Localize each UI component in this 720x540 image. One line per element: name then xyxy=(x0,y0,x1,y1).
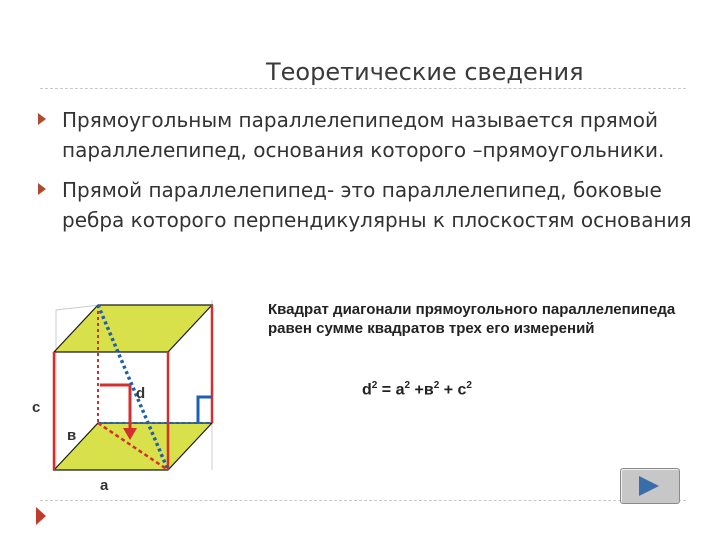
slide-corner-arrow-icon xyxy=(36,507,46,525)
label-d: d xyxy=(136,385,146,402)
diagonal-formula xyxy=(362,380,472,399)
formula-exp: 2 xyxy=(404,380,411,391)
formula-exp: 2 xyxy=(433,380,440,391)
next-slide-button[interactable] xyxy=(620,468,680,504)
formula-plus: + xyxy=(410,381,424,399)
top-face xyxy=(54,305,212,352)
theorem-note: Квадрат диагонали прямоугольного параллелепипеда равен сумме квадратов трех его измерений xyxy=(268,301,676,337)
right-angle-mark xyxy=(198,397,212,423)
slide-title: Теоретические сведения xyxy=(266,58,584,86)
footer-divider xyxy=(40,500,686,501)
formula-equals: = xyxy=(377,381,396,399)
play-icon xyxy=(639,476,659,496)
bullet-text: Прямой параллелепипед- это параллелепипед, боковые ребра которого перпендикулярны к плоскостям основания xyxy=(62,178,692,232)
formula-d: d xyxy=(362,381,372,399)
formula-c: c xyxy=(457,381,467,399)
label-a: a xyxy=(100,477,109,494)
label-b: в xyxy=(67,427,77,444)
formula-plus: + xyxy=(439,381,458,399)
formula-exp: 2 xyxy=(371,380,378,391)
formula-b: в xyxy=(423,381,434,399)
bullet-text: Прямоугольным параллелепипедом называется прямой параллелепипед, основания которого –прямоугольники. xyxy=(62,108,665,162)
formula-exp: 2 xyxy=(466,380,472,391)
formula-a: a xyxy=(395,381,405,399)
label-c: c xyxy=(32,399,41,416)
